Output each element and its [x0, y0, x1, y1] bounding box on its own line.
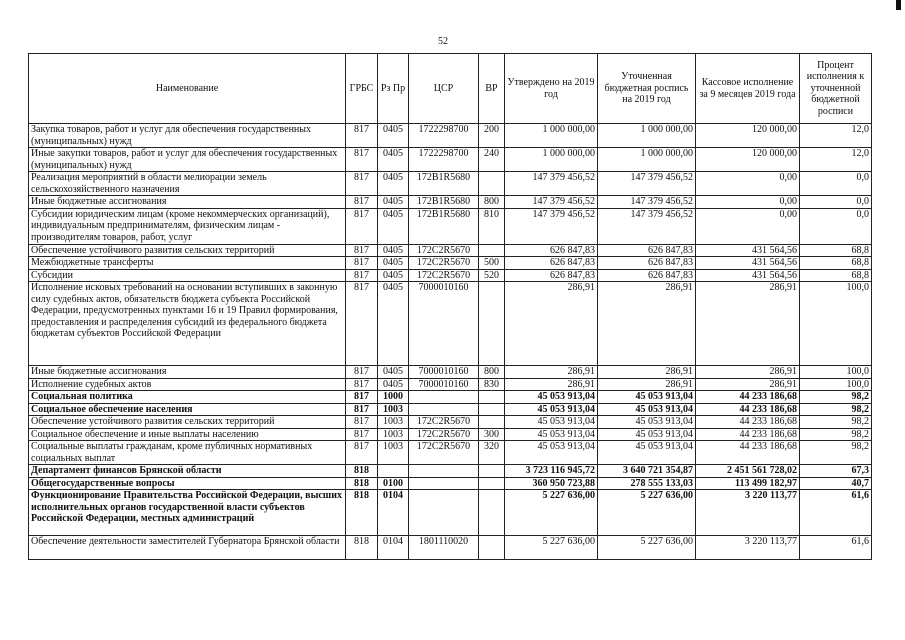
- row-cash-cell: 44 233 186,68: [696, 391, 800, 404]
- row-percent-cell: 98,2: [800, 441, 872, 465]
- table-header-row: [29, 54, 872, 124]
- row-csr-cell: 172B1R5680: [409, 172, 479, 196]
- row-percent-cell: 67,3: [800, 465, 872, 478]
- row-percent-cell: 68,8: [800, 244, 872, 257]
- row-percent-cell: 0,0: [800, 196, 872, 209]
- row-rzpr-cell: 0405: [378, 208, 409, 244]
- table-row: [29, 391, 872, 404]
- row-csr-cell: 7000010160: [409, 378, 479, 391]
- row-approved-cell: 45 053 913,04: [505, 428, 598, 441]
- row-csr-cell: 172B1R5680: [409, 196, 479, 209]
- row-rzpr-cell: 1000: [378, 391, 409, 404]
- table-row: [29, 257, 872, 270]
- row-grbs-cell: 817: [346, 441, 378, 465]
- table-row: [29, 416, 872, 429]
- row-approved-cell: 626 847,83: [505, 269, 598, 282]
- row-rzpr-cell: 0104: [378, 536, 409, 560]
- row-grbs-cell: 818: [346, 536, 378, 560]
- row-grbs-cell: 817: [346, 196, 378, 209]
- row-percent-cell: 40,7: [800, 477, 872, 490]
- row-name-cell: Субсидии юридическим лицам (кроме некоммерческих организаций), индивидуальным предпринимателям, физическим лицам - производителям товаров, работ, услуг: [29, 208, 346, 244]
- row-approved-cell: 45 053 913,04: [505, 441, 598, 465]
- row-vr-cell: [479, 403, 505, 416]
- header-percent: Процент исполнения к уточненной бюджетной росписи: [800, 54, 872, 124]
- row-vr-cell: 320: [479, 441, 505, 465]
- header-vr: ВР: [479, 54, 505, 124]
- row-rzpr-cell: 0405: [378, 282, 409, 366]
- row-name-cell: Обеспечение деятельности заместителей Губернатора Брянской области: [29, 536, 346, 560]
- row-percent-cell: 100,0: [800, 366, 872, 379]
- table-row: [29, 148, 872, 172]
- table-row: [29, 269, 872, 282]
- table-row: [29, 196, 872, 209]
- row-name-cell: Реализация мероприятий в области мелиорации земель сельскохозяйственного назначения: [29, 172, 346, 196]
- row-rzpr-cell: 1003: [378, 428, 409, 441]
- row-csr-cell: [409, 465, 479, 478]
- row-rzpr-cell: 0104: [378, 490, 409, 536]
- row-approved-cell: 1 000 000,00: [505, 148, 598, 172]
- row-cash-cell: 120 000,00: [696, 124, 800, 148]
- row-vr-cell: [479, 391, 505, 404]
- row-grbs-cell: 817: [346, 148, 378, 172]
- row-refined-cell: 45 053 913,04: [598, 416, 696, 429]
- row-rzpr-cell: 0405: [378, 196, 409, 209]
- row-name-cell: Иные бюджетные ассигнования: [29, 366, 346, 379]
- row-csr-cell: 7000010160: [409, 366, 479, 379]
- row-vr-cell: 200: [479, 124, 505, 148]
- row-refined-cell: 286,91: [598, 378, 696, 391]
- row-cash-cell: 3 220 113,77: [696, 490, 800, 536]
- row-vr-cell: 830: [479, 378, 505, 391]
- row-name-cell: Исполнение судебных актов: [29, 378, 346, 391]
- row-grbs-cell: 817: [346, 208, 378, 244]
- row-approved-cell: 147 379 456,52: [505, 196, 598, 209]
- row-vr-cell: 810: [479, 208, 505, 244]
- row-name-cell: Межбюджетные трансферты: [29, 257, 346, 270]
- row-vr-cell: [479, 490, 505, 536]
- row-cash-cell: 286,91: [696, 282, 800, 366]
- header-name: Наименование: [29, 54, 346, 124]
- row-percent-cell: 98,2: [800, 416, 872, 429]
- table-row: [29, 366, 872, 379]
- row-vr-cell: 500: [479, 257, 505, 270]
- table-row: [29, 282, 872, 366]
- row-percent-cell: 68,8: [800, 269, 872, 282]
- row-cash-cell: 44 233 186,68: [696, 428, 800, 441]
- row-name-cell: Социальная политика: [29, 391, 346, 404]
- row-percent-cell: 0,0: [800, 172, 872, 196]
- row-vr-cell: 300: [479, 428, 505, 441]
- row-csr-cell: 1801110020: [409, 536, 479, 560]
- row-name-cell: Закупка товаров, работ и услуг для обеспечения государственных (муниципальных) нужд: [29, 124, 346, 148]
- row-refined-cell: 45 053 913,04: [598, 428, 696, 441]
- row-grbs-cell: 817: [346, 403, 378, 416]
- row-grbs-cell: 817: [346, 282, 378, 366]
- row-csr-cell: 172C2R5670: [409, 257, 479, 270]
- row-cash-cell: 44 233 186,68: [696, 441, 800, 465]
- page-number: 52: [438, 36, 448, 47]
- row-rzpr-cell: 1003: [378, 441, 409, 465]
- row-rzpr-cell: 0405: [378, 269, 409, 282]
- row-name-cell: Социальное обеспечение населения: [29, 403, 346, 416]
- row-cash-cell: 120 000,00: [696, 148, 800, 172]
- row-percent-cell: 61,6: [800, 490, 872, 536]
- row-refined-cell: 1 000 000,00: [598, 124, 696, 148]
- header-grbs: ГРБС: [346, 54, 378, 124]
- row-cash-cell: 113 499 182,97: [696, 477, 800, 490]
- table-row: [29, 403, 872, 416]
- row-vr-cell: [479, 416, 505, 429]
- row-name-cell: Общегосударственные вопросы: [29, 477, 346, 490]
- row-grbs-cell: 817: [346, 124, 378, 148]
- row-csr-cell: [409, 477, 479, 490]
- row-csr-cell: 1722298700: [409, 124, 479, 148]
- row-refined-cell: 626 847,83: [598, 269, 696, 282]
- row-csr-cell: 172C2R5670: [409, 244, 479, 257]
- row-name-cell: Функционирование Правительства Российской Федерации, высших исполнительных органов государственной власти субъектов Российской Федерации, местных администраций: [29, 490, 346, 536]
- row-vr-cell: 800: [479, 196, 505, 209]
- row-csr-cell: 172B1R5680: [409, 208, 479, 244]
- budget-execution-table: [28, 53, 872, 560]
- row-cash-cell: 0,00: [696, 196, 800, 209]
- row-cash-cell: 431 564,56: [696, 257, 800, 270]
- row-csr-cell: 172C2R5670: [409, 416, 479, 429]
- row-rzpr-cell: 0405: [378, 244, 409, 257]
- row-percent-cell: 68,8: [800, 257, 872, 270]
- row-csr-cell: [409, 490, 479, 536]
- table-row: [29, 124, 872, 148]
- row-rzpr-cell: 0405: [378, 257, 409, 270]
- row-percent-cell: 98,2: [800, 391, 872, 404]
- row-name-cell: Департамент финансов Брянской области: [29, 465, 346, 478]
- row-refined-cell: 3 640 721 354,87: [598, 465, 696, 478]
- header-rzpr: Рз Пр: [378, 54, 409, 124]
- table-row: [29, 172, 872, 196]
- row-refined-cell: 147 379 456,52: [598, 196, 696, 209]
- row-approved-cell: 3 723 116 945,72: [505, 465, 598, 478]
- table-row: [29, 490, 872, 536]
- row-grbs-cell: 817: [346, 391, 378, 404]
- row-percent-cell: 12,0: [800, 124, 872, 148]
- row-approved-cell: 286,91: [505, 282, 598, 366]
- table-row: [29, 465, 872, 478]
- header-approved: Утверждено на 2019 год: [505, 54, 598, 124]
- row-vr-cell: 800: [479, 366, 505, 379]
- row-grbs-cell: 818: [346, 465, 378, 478]
- row-cash-cell: 0,00: [696, 172, 800, 196]
- row-cash-cell: 286,91: [696, 366, 800, 379]
- row-vr-cell: 520: [479, 269, 505, 282]
- header-csr: ЦСР: [409, 54, 479, 124]
- row-refined-cell: 45 053 913,04: [598, 391, 696, 404]
- row-cash-cell: 431 564,56: [696, 269, 800, 282]
- row-approved-cell: 286,91: [505, 366, 598, 379]
- row-csr-cell: 172C2R5670: [409, 441, 479, 465]
- row-csr-cell: [409, 403, 479, 416]
- row-percent-cell: 0,0: [800, 208, 872, 244]
- header-cash: Кассовое исполнение за 9 месяцев 2019 года: [696, 54, 800, 124]
- row-refined-cell: 5 227 636,00: [598, 536, 696, 560]
- row-rzpr-cell: [378, 465, 409, 478]
- row-approved-cell: 626 847,83: [505, 244, 598, 257]
- row-grbs-cell: 817: [346, 244, 378, 257]
- table-row: [29, 536, 872, 560]
- row-cash-cell: 286,91: [696, 378, 800, 391]
- table-row: [29, 477, 872, 490]
- row-percent-cell: 12,0: [800, 148, 872, 172]
- row-rzpr-cell: 0405: [378, 124, 409, 148]
- table-body: [29, 124, 872, 560]
- row-name-cell: Социальные выплаты гражданам, кроме публичных нормативных социальных выплат: [29, 441, 346, 465]
- row-approved-cell: 1 000 000,00: [505, 124, 598, 148]
- row-rzpr-cell: 0100: [378, 477, 409, 490]
- row-vr-cell: [479, 282, 505, 366]
- row-approved-cell: 45 053 913,04: [505, 391, 598, 404]
- row-grbs-cell: 817: [346, 172, 378, 196]
- row-csr-cell: 7000010160: [409, 282, 479, 366]
- table-row: [29, 244, 872, 257]
- row-csr-cell: 1722298700: [409, 148, 479, 172]
- row-cash-cell: 44 233 186,68: [696, 416, 800, 429]
- row-approved-cell: 45 053 913,04: [505, 416, 598, 429]
- row-name-cell: Исполнение исковых требований на основании вступивших в законную силу судебных актов, обязательств бюджета субъекта Российской Федерации, предусмотренных пунктами 16 и 19 Правил формирования, предоставления и распределения субсидий из федерального бюджета бюджетам субъектов Российской Федерации: [29, 282, 346, 366]
- row-name-cell: Иные бюджетные ассигнования: [29, 196, 346, 209]
- row-name-cell: Социальное обеспечение и иные выплаты населению: [29, 428, 346, 441]
- row-vr-cell: [479, 536, 505, 560]
- row-cash-cell: 431 564,56: [696, 244, 800, 257]
- table-row: [29, 208, 872, 244]
- row-approved-cell: 147 379 456,52: [505, 172, 598, 196]
- row-refined-cell: 626 847,83: [598, 244, 696, 257]
- row-cash-cell: 3 220 113,77: [696, 536, 800, 560]
- row-rzpr-cell: 0405: [378, 378, 409, 391]
- row-rzpr-cell: 0405: [378, 366, 409, 379]
- row-refined-cell: 1 000 000,00: [598, 148, 696, 172]
- row-approved-cell: 286,91: [505, 378, 598, 391]
- row-percent-cell: 61,6: [800, 536, 872, 560]
- row-grbs-cell: 817: [346, 366, 378, 379]
- row-refined-cell: 626 847,83: [598, 257, 696, 270]
- table-row: [29, 378, 872, 391]
- row-rzpr-cell: 1003: [378, 403, 409, 416]
- row-approved-cell: 5 227 636,00: [505, 536, 598, 560]
- row-grbs-cell: 818: [346, 490, 378, 536]
- row-refined-cell: 5 227 636,00: [598, 490, 696, 536]
- row-vr-cell: [479, 465, 505, 478]
- row-name-cell: Обеспечение устойчивого развития сельских территорий: [29, 244, 346, 257]
- row-grbs-cell: 817: [346, 257, 378, 270]
- row-vr-cell: [479, 244, 505, 257]
- row-grbs-cell: 817: [346, 269, 378, 282]
- row-cash-cell: 2 451 561 728,02: [696, 465, 800, 478]
- row-refined-cell: 147 379 456,52: [598, 172, 696, 196]
- row-refined-cell: 286,91: [598, 282, 696, 366]
- row-rzpr-cell: 1003: [378, 416, 409, 429]
- row-name-cell: Иные закупки товаров, работ и услуг для обеспечения государственных (муниципальных) нужд: [29, 148, 346, 172]
- row-percent-cell: 98,2: [800, 403, 872, 416]
- row-approved-cell: 626 847,83: [505, 257, 598, 270]
- row-rzpr-cell: 0405: [378, 172, 409, 196]
- row-refined-cell: 45 053 913,04: [598, 403, 696, 416]
- table-row: [29, 441, 872, 465]
- row-name-cell: Обеспечение устойчивого развития сельских территорий: [29, 416, 346, 429]
- row-cash-cell: 0,00: [696, 208, 800, 244]
- row-cash-cell: 44 233 186,68: [696, 403, 800, 416]
- table-row: [29, 428, 872, 441]
- row-refined-cell: 45 053 913,04: [598, 441, 696, 465]
- row-name-cell: Субсидии: [29, 269, 346, 282]
- row-rzpr-cell: 0405: [378, 148, 409, 172]
- row-grbs-cell: 818: [346, 477, 378, 490]
- row-percent-cell: 100,0: [800, 378, 872, 391]
- row-approved-cell: 360 950 723,88: [505, 477, 598, 490]
- row-percent-cell: 100,0: [800, 282, 872, 366]
- row-refined-cell: 286,91: [598, 366, 696, 379]
- row-vr-cell: 240: [479, 148, 505, 172]
- row-grbs-cell: 817: [346, 416, 378, 429]
- row-vr-cell: [479, 477, 505, 490]
- row-percent-cell: 98,2: [800, 428, 872, 441]
- row-csr-cell: 172C2R5670: [409, 428, 479, 441]
- row-csr-cell: [409, 391, 479, 404]
- row-csr-cell: 172C2R5670: [409, 269, 479, 282]
- row-approved-cell: 45 053 913,04: [505, 403, 598, 416]
- row-approved-cell: 5 227 636,00: [505, 490, 598, 536]
- row-grbs-cell: 817: [346, 428, 378, 441]
- header-refined: Уточненная бюджетная роспись на 2019 год: [598, 54, 696, 124]
- row-refined-cell: 147 379 456,52: [598, 208, 696, 244]
- row-approved-cell: 147 379 456,52: [505, 208, 598, 244]
- edge-scan-mark: [896, 0, 901, 10]
- row-refined-cell: 278 555 133,03: [598, 477, 696, 490]
- row-vr-cell: [479, 172, 505, 196]
- row-grbs-cell: 817: [346, 378, 378, 391]
